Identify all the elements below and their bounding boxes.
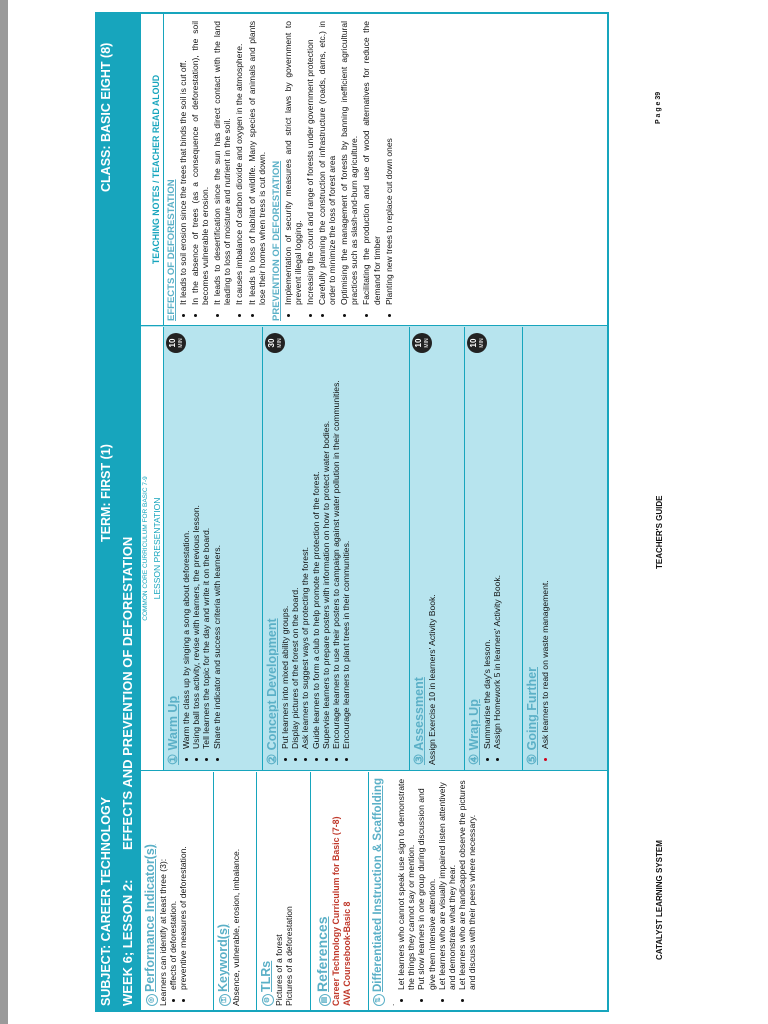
list-item: • Guide learners to form a club to help promote the protection of the forest.	[311, 332, 321, 749]
list-item: • Implementation of security measures and strict laws by government to prevent illegal logging.	[283, 21, 303, 305]
target-icon: ◎	[146, 994, 158, 1006]
curriculum-header: COMMON CORE CURRICULUM FOR BASIC 7-9	[141, 327, 151, 770]
reference-item: AVA Coursebook-Basic 8	[341, 901, 352, 1006]
keywords-heading: ⚿Keyword(s)	[216, 776, 231, 1006]
footer-center: TEACHER'S GUIDE	[655, 495, 664, 569]
topic-title: EFFECTS AND PREVENTION OF DEFORESTATION	[120, 536, 135, 850]
wrapup-section	[465, 327, 523, 770]
keywords-text: Absence, vulnerable, erosion, imbalance.	[231, 848, 241, 1006]
references-section	[311, 772, 369, 1010]
lesson-presentation-header: LESSON PRESENTATION	[151, 327, 164, 770]
wrapup-heading: ④ Wrap Up	[467, 699, 481, 765]
list-item: • Carefully planning the construction of infrastructure (roads, dams, etc.) in order to minimize the loss of forest area	[317, 21, 337, 305]
differentiated-heading: ⇅Differentiated Instruction & Scaffolding	[371, 776, 386, 1006]
list-item: • Let learners who are visually impaired listen attentively and demonstrate what they hear.	[437, 776, 457, 990]
list-item: • Tell learners the topic for the day and write it on the board.	[201, 332, 211, 749]
list-item: • Display pictures of the forest on the board.	[290, 332, 300, 749]
list-item: • Summarise the day's lesson.	[482, 332, 492, 749]
prevention-list	[283, 21, 394, 321]
list-item: • effects of deforestation.	[168, 776, 178, 990]
list-item: • Share the indicator and success criteria with learners.	[212, 332, 222, 749]
list-item: • Encourage learners to plant trees in their communities.	[341, 332, 351, 749]
list-item: • Optimising the management of forests by banning inefficient agricultural practices such as slash-and-burn agriculture.	[339, 21, 359, 305]
list-item: • Let learners who are handicapped observe the pictures and discuss with their peers where necessary.	[457, 776, 477, 990]
concept-list	[280, 332, 351, 765]
tlrs-heading: ⚙TLRs	[259, 776, 274, 1006]
going-further-list	[540, 332, 550, 765]
list-item: • Ask learners to read on waste management.	[540, 332, 550, 749]
going-further-heading: ⑤ Going Further	[525, 666, 539, 765]
list-item: • Supervise learners to prepare posters with information on how to protect water bodies.	[321, 332, 331, 749]
list-item: • Let learners who cannot speak use sign to demonstrate the things they cannot say or mention.	[396, 776, 416, 990]
class-label: CLASS: BASIC EIGHT (8)	[99, 42, 113, 192]
list-item: • It leads to desertification since the sun has direct contact with the land leading to loss of moisture and nutrient in the soil.	[212, 21, 232, 305]
references-heading: ▤References	[313, 776, 331, 1006]
performance-list	[168, 776, 188, 1006]
teaching-notes-column	[141, 14, 607, 325]
tlr-item: Pictures of a deforestation	[284, 906, 295, 1006]
tlrs-section	[257, 772, 311, 1010]
list-item: • Put slow learners in one group during discussion and give them intensive attention.	[416, 776, 436, 990]
list-item: • preventive measures of deforestation.	[178, 776, 188, 990]
list-item: • Ask learners to suggest ways of protecting the forest.	[300, 332, 310, 749]
wrapup-list	[482, 332, 502, 765]
list-item: • It leads to loss of habitat of wildlife. Many species of animals and plants lose their homes when tress is cut down.	[247, 21, 267, 305]
going-further-section	[523, 327, 607, 770]
subject-header-bar	[95, 12, 117, 1012]
bullet-dot: .	[387, 1003, 396, 1006]
lesson-presentation-column	[141, 325, 607, 770]
footer-left: CATALYST LEARNING SYSTEM	[655, 840, 664, 960]
performance-intro: Learners can identify at least three (3):	[158, 858, 168, 1006]
timer-badge: 10 MIN	[166, 333, 186, 353]
term-label: TERM: FIRST (1)	[99, 444, 113, 542]
differentiated-list	[396, 776, 478, 1006]
tools-icon: ⚙	[262, 994, 274, 1006]
book-icon: ▤	[319, 994, 331, 1006]
timer-badge: 30 MIN	[265, 333, 285, 353]
list-item: • Warm the class up by singing a song about deforestation.	[181, 332, 191, 749]
list-item: • Increasing the count and range of forests under government protection	[305, 21, 315, 305]
concept-heading: ② Concept Development	[265, 618, 279, 765]
performance-indicator-section	[141, 772, 214, 1010]
timer-badge: 10 MIN	[412, 333, 432, 353]
effects-list	[178, 21, 267, 321]
differentiated-section	[369, 772, 607, 1010]
tlr-item: Pictures of a forest	[274, 934, 284, 1006]
list-item: • Encourage learners to use their posters to campaign against water pollution in their communities.	[331, 332, 341, 749]
list-item: • Planting new trees to replace cut down ones	[384, 21, 394, 305]
page-number: P a g e 39	[655, 91, 662, 124]
list-item: • It leads to soil erosion since the trees that binds the soil is cut off.	[178, 21, 188, 305]
list-item: • Facilitating the production and use of wood alternatives for reduce the demand for timber	[361, 21, 381, 305]
page-edge	[0, 0, 8, 1024]
assessment-section	[410, 327, 465, 770]
effects-heading: EFFECTS OF DEFORESTATION	[166, 179, 177, 321]
warmup-heading: ① Warm Up	[166, 695, 180, 765]
reference-item: Career Technology Curriculum for Basic (7-8)	[331, 816, 341, 1006]
warmup-section	[164, 327, 263, 770]
steps-icon: ⇅	[373, 994, 385, 1006]
prevention-heading: PREVENTION OF DEFORESTATION	[270, 160, 282, 321]
concept-development-section	[263, 327, 410, 770]
lesson-header-bar	[117, 12, 139, 1012]
key-icon: ⚿	[219, 994, 231, 1006]
list-item: • In the absence of trees (as a consequence of deforestation), the soil becomes vulnerable to erosion.	[190, 21, 210, 305]
list-item: • Using ball toss activity, revise with learners, the previous lesson.	[191, 332, 201, 749]
assessment-heading: ③ Assessment	[412, 677, 426, 765]
teaching-notes-header: TEACHING NOTES / TEACHER READ ALOUD	[149, 14, 164, 325]
lesson-table	[139, 12, 609, 1012]
list-item: • Assign Homework 5 in learners' Activity Book.	[492, 332, 502, 749]
performance-indicator-heading: ◎Performance Indicator(s)	[143, 776, 158, 1006]
timer-badge: 10 MIN	[467, 333, 487, 353]
list-item: • Put learners into mixed ability groups.	[280, 332, 290, 749]
warmup-list	[181, 332, 222, 765]
list-item: • It causes imbalance of carbon dioxide and oxygen in the atmosphere.	[234, 21, 244, 305]
subject-label: SUBJECT: CAREER TECHNOLOGY	[99, 796, 113, 1006]
week-label: WEEK 6; LESSON 2:	[120, 879, 135, 1006]
teaching-notes-body	[166, 21, 396, 321]
left-column	[141, 770, 607, 1010]
keywords-section	[214, 772, 257, 1010]
assessment-text: Assign Exercise 10 in learners' Activity Book.	[427, 594, 437, 765]
